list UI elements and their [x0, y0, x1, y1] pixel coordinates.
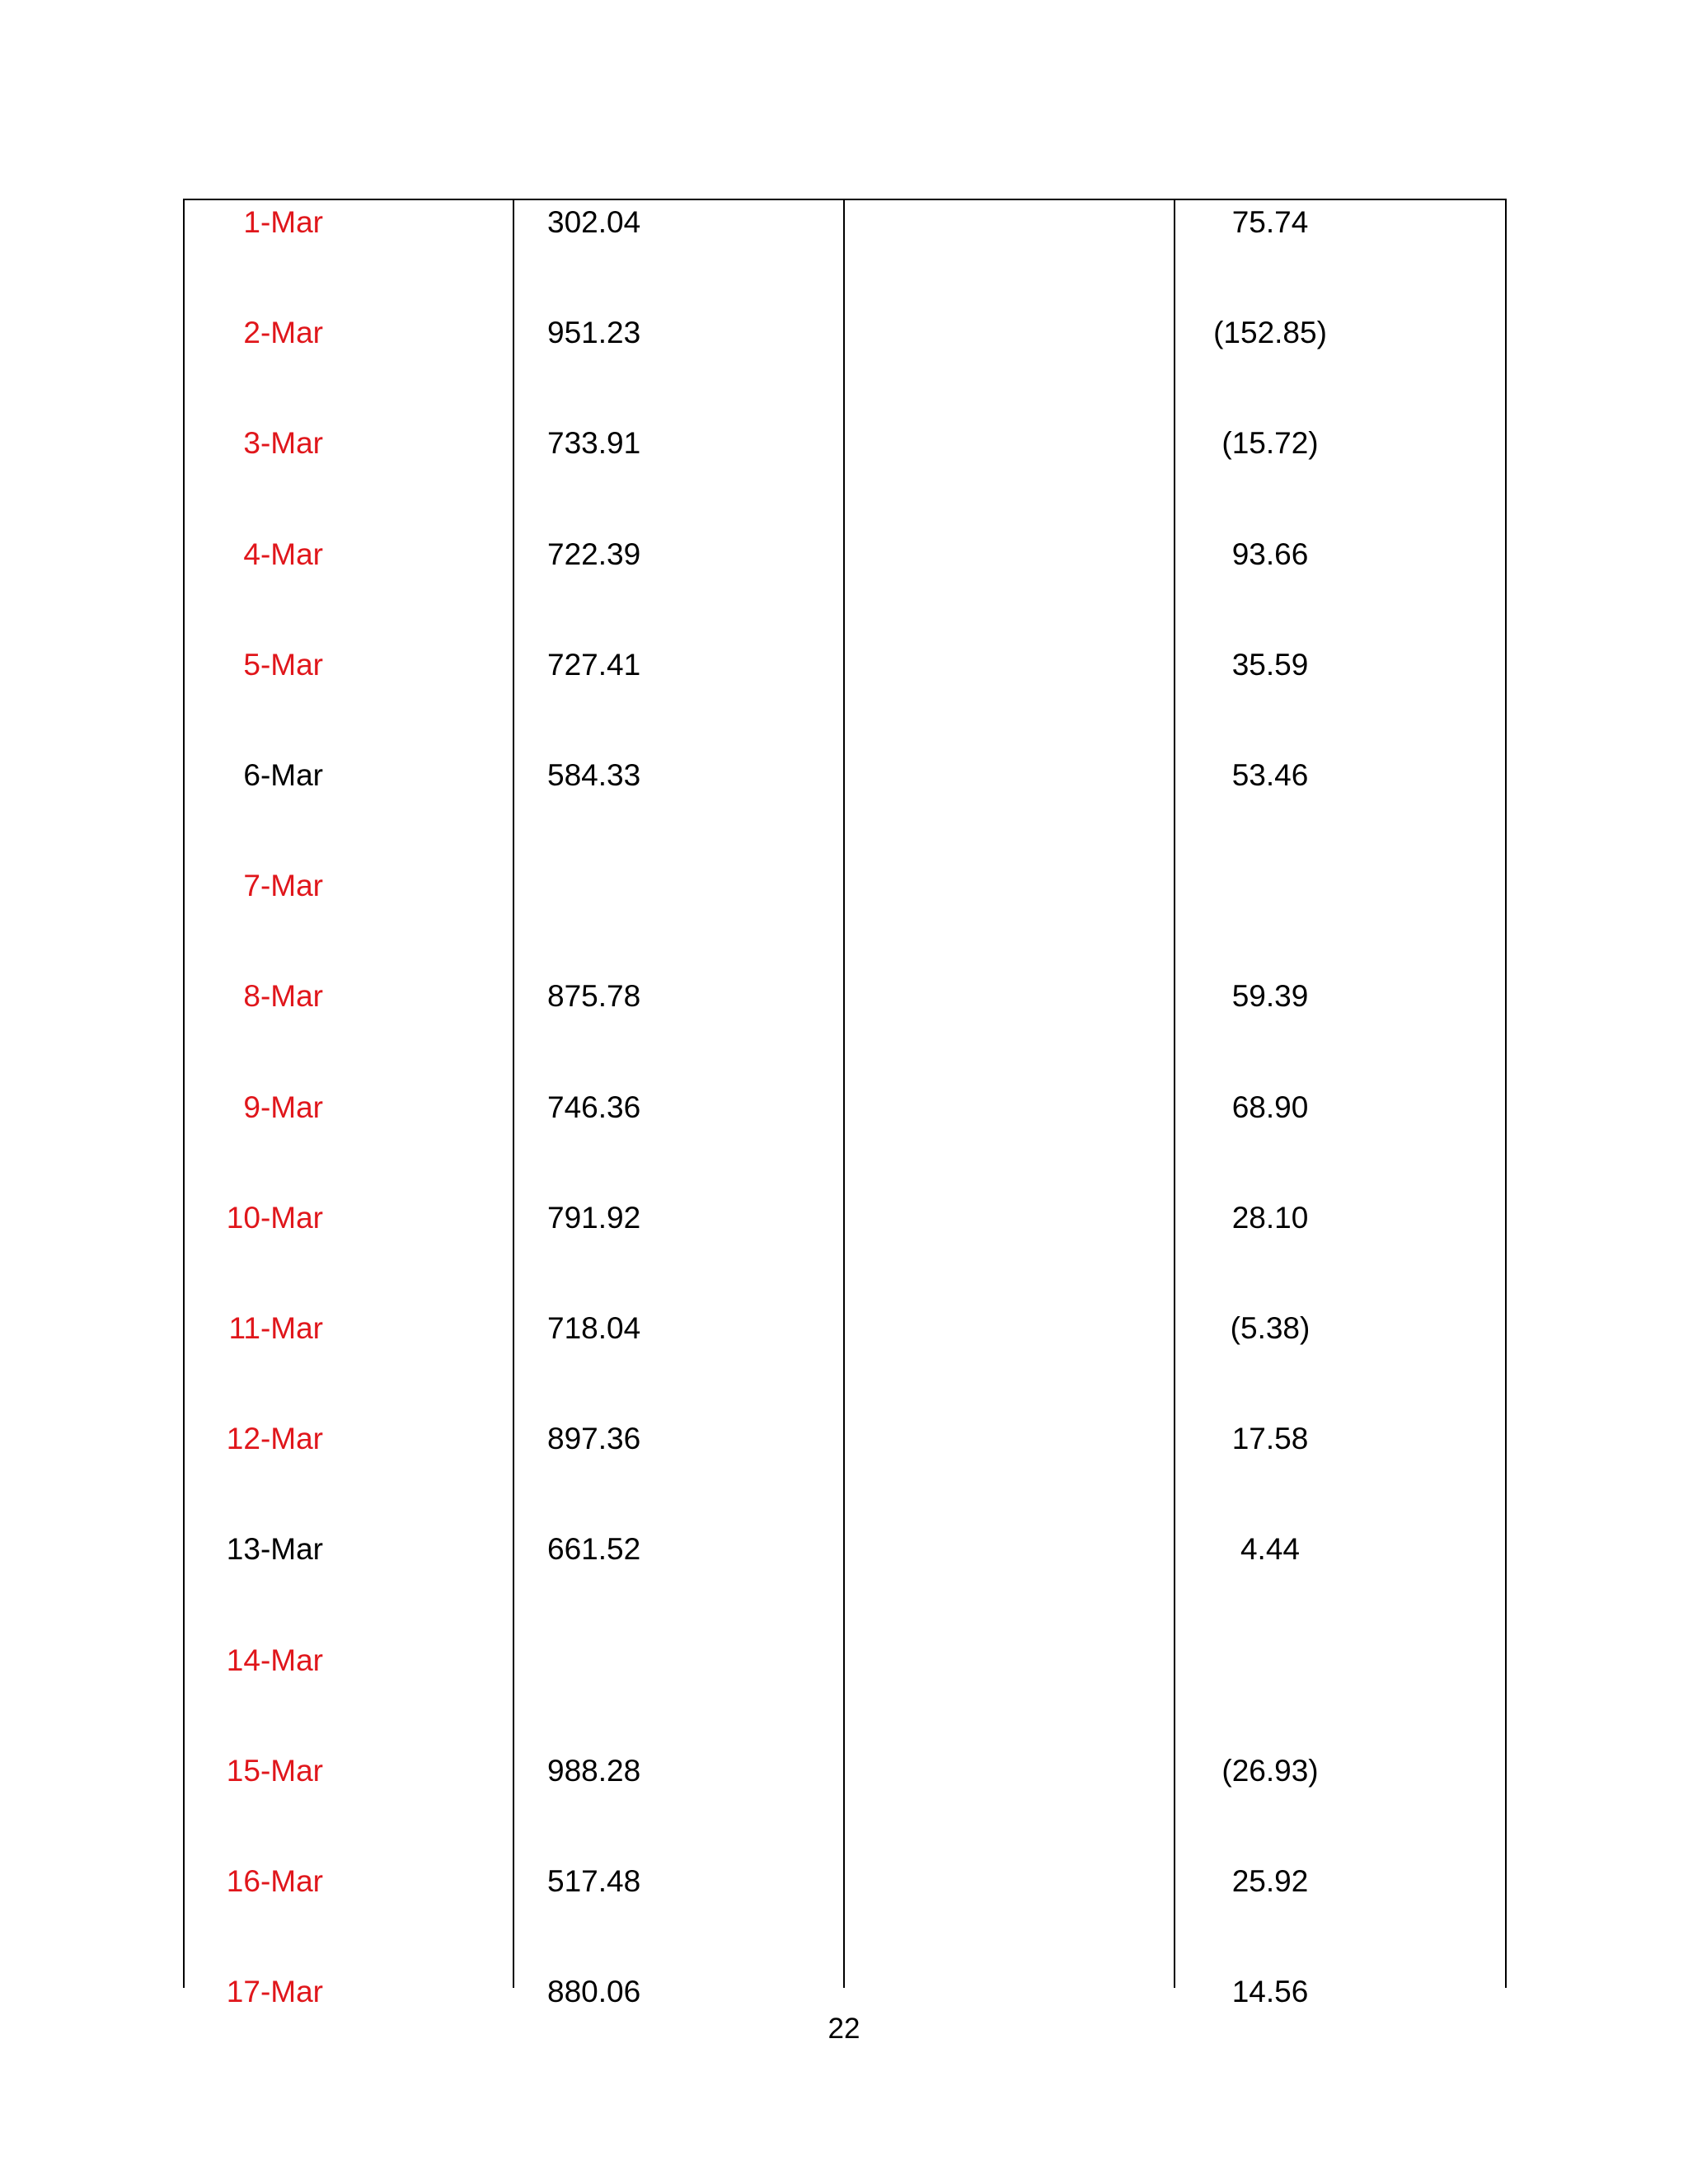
date-cell: 9-Mar: [243, 1090, 323, 1124]
table-row: [183, 972, 1507, 1021]
value-cell: 880.06: [547, 1975, 641, 2009]
value-cell: 584.33: [547, 758, 641, 792]
value-cell: 875.78: [547, 979, 641, 1014]
table-row: [183, 1857, 1507, 1906]
date-cell: 10-Mar: [226, 1200, 323, 1235]
change-cell: (26.93): [1221, 1753, 1319, 1788]
date-cell: 12-Mar: [226, 1422, 323, 1456]
date-cell: 3-Mar: [243, 426, 323, 461]
value-cell: 722.39: [547, 537, 641, 571]
change-cell: (152.85): [1213, 316, 1327, 350]
date-cell: 11-Mar: [228, 1311, 323, 1345]
change-cell: (15.72): [1221, 426, 1319, 461]
change-cell: 17.58: [1231, 1422, 1309, 1456]
table-row: [183, 751, 1507, 800]
table-row: [183, 308, 1507, 358]
change-cell: 25.92: [1231, 1864, 1309, 1898]
date-cell: 1-Mar: [243, 205, 323, 239]
change-cell: 4.44: [1240, 1532, 1300, 1567]
table-row: [183, 1746, 1507, 1796]
change-cell: (5.38): [1230, 1311, 1311, 1345]
value-cell: 746.36: [547, 1090, 641, 1124]
table-body: [183, 200, 1507, 2009]
value-cell: 517.48: [547, 1864, 641, 1898]
table-row: [183, 861, 1507, 911]
date-cell: 16-Mar: [226, 1864, 323, 1898]
change-cell: 93.66: [1231, 537, 1309, 571]
value-cell: 661.52: [547, 1532, 641, 1567]
value-cell: 718.04: [547, 1311, 641, 1345]
date-cell: 8-Mar: [243, 979, 323, 1014]
date-cell: 17-Mar: [226, 1975, 323, 2009]
data-table: [183, 199, 1507, 2009]
table-row: [183, 1193, 1507, 1243]
change-cell: 28.10: [1231, 1200, 1309, 1235]
change-cell: 35.59: [1231, 647, 1309, 682]
date-cell: 5-Mar: [243, 647, 323, 682]
table-row: [183, 1636, 1507, 1685]
table-row: [183, 1414, 1507, 1464]
date-cell: 2-Mar: [243, 316, 323, 350]
date-cell: 4-Mar: [243, 537, 323, 571]
change-cell: [1203, 861, 1337, 911]
change-cell: 59.39: [1231, 979, 1309, 1014]
date-cell: 13-Mar: [226, 1532, 323, 1567]
table-row: [183, 198, 1507, 247]
table-row: [183, 1525, 1507, 1574]
table-row: [183, 1083, 1507, 1132]
value-cell: 727.41: [547, 647, 641, 682]
change-cell: 68.90: [1231, 1090, 1309, 1124]
value-cell: 988.28: [547, 1753, 641, 1788]
table-row: [183, 640, 1507, 690]
page-number: 22: [828, 2013, 860, 2045]
change-cell: [1203, 1636, 1337, 1685]
value-cell: 733.91: [547, 426, 641, 461]
change-cell: 75.74: [1231, 205, 1309, 239]
date-cell: 6-Mar: [243, 758, 323, 792]
value-cell: 302.04: [547, 205, 641, 239]
date-cell: 7-Mar: [243, 869, 323, 903]
change-cell: 14.56: [1231, 1975, 1309, 2009]
value-cell: 897.36: [547, 1422, 641, 1456]
table-row: [183, 419, 1507, 468]
change-cell: 53.46: [1231, 758, 1309, 792]
table-row: [183, 530, 1507, 579]
table-row: [183, 1304, 1507, 1353]
date-cell: 14-Mar: [226, 1643, 323, 1677]
value-cell: 951.23: [547, 316, 641, 350]
value-cell: 791.92: [547, 1200, 641, 1235]
date-cell: 15-Mar: [226, 1753, 323, 1788]
